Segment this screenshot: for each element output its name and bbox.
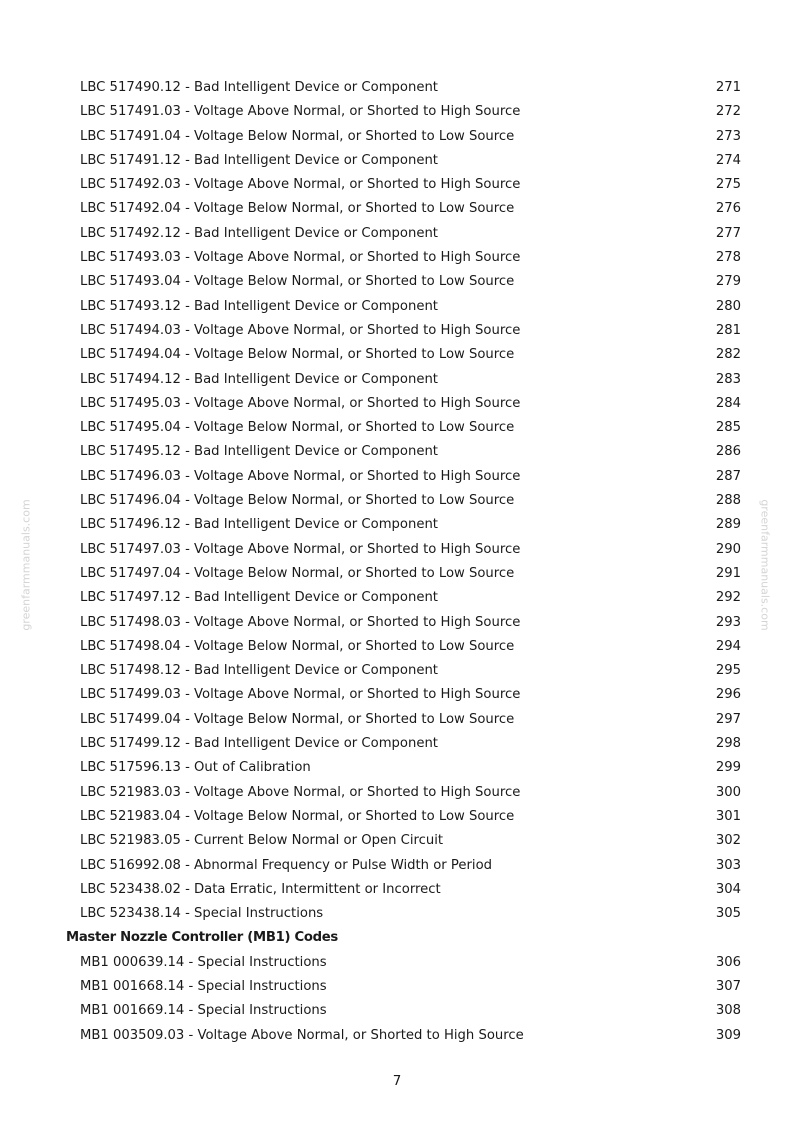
- toc-entry-page: 276: [715, 201, 741, 217]
- toc-entry-page: 293: [715, 614, 741, 630]
- toc-entry-page: 286: [715, 444, 741, 460]
- toc-entry-label: LBC 517499.04 - Voltage Below Normal, or Shorted to Low Source: [80, 711, 515, 727]
- toc-entry-page: 271: [715, 80, 741, 95]
- toc-entry-page: 308: [715, 1003, 741, 1019]
- toc-entry-label: LBC 517495.03 - Voltage Above Normal, or Shorted to High Source: [80, 395, 521, 411]
- toc-entry-page: 303: [715, 857, 741, 873]
- toc-entry[interactable]: [0, 319, 794, 343]
- toc-entry[interactable]: [0, 805, 794, 829]
- toc-entry-page: 295: [715, 663, 741, 679]
- toc-entry-label: LBC 517493.03 - Voltage Above Normal, or Shorted to High Source: [80, 250, 521, 266]
- table-of-contents: [0, 76, 794, 1048]
- toc-entry[interactable]: [0, 854, 794, 878]
- toc-entry-label: LBC 517491.12 - Bad Intelligent Device or Component: [80, 152, 438, 168]
- toc-entry[interactable]: [0, 781, 794, 805]
- toc-entry[interactable]: [0, 902, 794, 926]
- toc-entry-label: LBC 521983.05 - Current Below Normal or Open Circuit: [80, 833, 444, 849]
- toc-entry-page: 288: [715, 493, 741, 509]
- toc-entry[interactable]: [0, 440, 794, 464]
- toc-entry-page: 275: [715, 177, 741, 193]
- toc-entry-label: LBC 517497.12 - Bad Intelligent Device or Component: [80, 590, 438, 606]
- toc-entry-page: 283: [715, 371, 741, 387]
- toc-entry-label: LBC 517498.12 - Bad Intelligent Device or Component: [80, 663, 438, 679]
- toc-entry-label: LBC 517492.03 - Voltage Above Normal, or Shorted to High Source: [80, 177, 521, 193]
- toc-entry-label: LBC 517493.12 - Bad Intelligent Device or Component: [80, 298, 438, 314]
- toc-entry[interactable]: [0, 76, 794, 100]
- toc-entry-label: LBC 517491.03 - Voltage Above Normal, or Shorted to High Source: [80, 104, 521, 120]
- toc-entry-page: 285: [715, 420, 741, 436]
- toc-entry[interactable]: [0, 343, 794, 367]
- toc-entry-page: 290: [715, 541, 741, 557]
- toc-entry-page: 274: [715, 152, 741, 168]
- toc-entry-label: LBC 517496.03 - Voltage Above Normal, or Shorted to High Source: [80, 468, 521, 484]
- toc-entry-page: 300: [715, 784, 741, 800]
- toc-entry[interactable]: [0, 659, 794, 683]
- toc-entry[interactable]: [0, 756, 794, 780]
- toc-entry[interactable]: [0, 878, 794, 902]
- toc-entry-page: 282: [715, 347, 741, 363]
- toc-entry-page: 279: [715, 274, 741, 290]
- toc-entry-label: LBC 523438.02 - Data Erratic, Intermittent or Incorrect: [80, 881, 441, 897]
- toc-entry-label: LBC 517496.04 - Voltage Below Normal, or Shorted to Low Source: [80, 493, 515, 509]
- toc-entry-page: 306: [715, 954, 741, 970]
- toc-entry-label: LBC 517492.12 - Bad Intelligent Device or Component: [80, 225, 438, 241]
- toc-entry[interactable]: [0, 635, 794, 659]
- toc-entry-label: LBC 517496.12 - Bad Intelligent Device or Component: [80, 517, 438, 533]
- toc-entry-label: LBC 517497.03 - Voltage Above Normal, or Shorted to High Source: [80, 541, 521, 557]
- toc-entry[interactable]: [0, 538, 794, 562]
- toc-entry[interactable]: [0, 416, 794, 440]
- toc-entry-label: MB1 000639.14 - Special Instructions: [80, 954, 327, 970]
- toc-entry-label: LBC 517498.04 - Voltage Below Normal, or Shorted to Low Source: [80, 638, 515, 654]
- toc-entry-page: 273: [715, 128, 741, 144]
- toc-entry[interactable]: [0, 1024, 794, 1048]
- toc-entry[interactable]: [0, 829, 794, 853]
- watermark-right: greenfarmmanuals.com: [758, 499, 772, 631]
- toc-entry-page: 287: [715, 468, 741, 484]
- toc-entry-page: 284: [715, 395, 741, 411]
- toc-entry[interactable]: [0, 513, 794, 537]
- toc-entry-label: LBC 523438.14 - Special Instructions: [80, 906, 324, 922]
- toc-entry-label: LBC 517499.12 - Bad Intelligent Device or Component: [80, 736, 438, 752]
- watermark-left: greenfarmmanuals.com: [19, 499, 33, 631]
- toc-entry-page: 277: [715, 225, 741, 241]
- toc-entry[interactable]: [0, 197, 794, 221]
- toc-entry[interactable]: [0, 173, 794, 197]
- toc-entry-label: LBC 517596.13 - Out of Calibration: [80, 760, 311, 776]
- toc-entry-page: 294: [715, 638, 741, 654]
- toc-entry-page: 307: [715, 978, 741, 994]
- toc-entry-label: MB1 003509.03 - Voltage Above Normal, or Shorted to High Source: [80, 1027, 524, 1043]
- toc-entry-page: 298: [715, 736, 741, 752]
- toc-entry-label: LBC 517492.04 - Voltage Below Normal, or Shorted to Low Source: [80, 201, 515, 217]
- toc-entry[interactable]: [0, 222, 794, 246]
- toc-entry[interactable]: [0, 149, 794, 173]
- toc-entry[interactable]: [0, 125, 794, 149]
- toc-entry-label: LBC 517495.04 - Voltage Below Normal, or Shorted to Low Source: [80, 420, 515, 436]
- toc-entry-label: LBC 516992.08 - Abnormal Frequency or Pulse Width or Period: [80, 857, 493, 873]
- toc-entry-page: 289: [715, 517, 741, 533]
- toc-entry[interactable]: [0, 465, 794, 489]
- toc-entry[interactable]: [0, 246, 794, 270]
- toc-entry[interactable]: [0, 270, 794, 294]
- toc-entry[interactable]: [0, 100, 794, 124]
- toc-entry-page: 297: [715, 711, 741, 727]
- toc-entry-label: MB1 001668.14 - Special Instructions: [80, 978, 327, 994]
- toc-entry-page: 302: [715, 833, 741, 849]
- toc-entry[interactable]: [0, 295, 794, 319]
- toc-entry[interactable]: [0, 392, 794, 416]
- toc-entry[interactable]: [0, 683, 794, 707]
- toc-entry-label: LBC 517494.12 - Bad Intelligent Device or Component: [80, 371, 438, 387]
- toc-entry-page: 299: [715, 760, 741, 776]
- toc-entry-page: 291: [715, 565, 741, 581]
- toc-entry[interactable]: [0, 951, 794, 975]
- toc-entry[interactable]: [0, 708, 794, 732]
- toc-section-heading[interactable]: [0, 926, 794, 950]
- toc-entry-label: LBC 517494.03 - Voltage Above Normal, or Shorted to High Source: [80, 322, 521, 338]
- toc-entry[interactable]: [0, 562, 794, 586]
- toc-entry-label: MB1 001669.14 - Special Instructions: [80, 1003, 327, 1019]
- toc-entry[interactable]: [0, 368, 794, 392]
- toc-entry-page: 280: [715, 298, 741, 314]
- toc-entry[interactable]: [0, 586, 794, 610]
- page-number: 7: [392, 1073, 402, 1089]
- toc-entry-page: 272: [715, 104, 741, 120]
- toc-entry-label: LBC 517493.04 - Voltage Below Normal, or Shorted to Low Source: [80, 274, 515, 290]
- toc-entry-label: LBC 517490.12 - Bad Intelligent Device or Component: [80, 80, 438, 95]
- toc-entry-label: LBC 517494.04 - Voltage Below Normal, or Shorted to Low Source: [80, 347, 515, 363]
- toc-entry-page: 292: [715, 590, 741, 606]
- toc-entry-page: 301: [715, 808, 741, 824]
- toc-entry[interactable]: [0, 975, 794, 999]
- toc-entry-label: LBC 517498.03 - Voltage Above Normal, or Shorted to High Source: [80, 614, 521, 630]
- toc-entry-label: LBC 521983.04 - Voltage Below Normal, or Shorted to Low Source: [80, 808, 515, 824]
- toc-entry[interactable]: [0, 489, 794, 513]
- toc-entry[interactable]: [0, 732, 794, 756]
- section-title: Master Nozzle Controller (MB1) Codes: [66, 930, 338, 946]
- toc-entry-page: 278: [715, 250, 741, 266]
- toc-entry-label: LBC 517491.04 - Voltage Below Normal, or Shorted to Low Source: [80, 128, 515, 144]
- toc-entry[interactable]: [0, 611, 794, 635]
- toc-entry-page: 281: [715, 322, 741, 338]
- toc-entry-label: LBC 517497.04 - Voltage Below Normal, or Shorted to Low Source: [80, 565, 515, 581]
- toc-entry-page: 305: [715, 906, 741, 922]
- toc-entry-page: 309: [715, 1027, 741, 1043]
- toc-entry-label: LBC 517499.03 - Voltage Above Normal, or Shorted to High Source: [80, 687, 521, 703]
- toc-entry-page: 296: [715, 687, 741, 703]
- toc-entry-label: LBC 517495.12 - Bad Intelligent Device or Component: [80, 444, 438, 460]
- toc-entry-page: 304: [715, 881, 741, 897]
- toc-entry[interactable]: [0, 999, 794, 1023]
- toc-entry-label: LBC 521983.03 - Voltage Above Normal, or Shorted to High Source: [80, 784, 521, 800]
